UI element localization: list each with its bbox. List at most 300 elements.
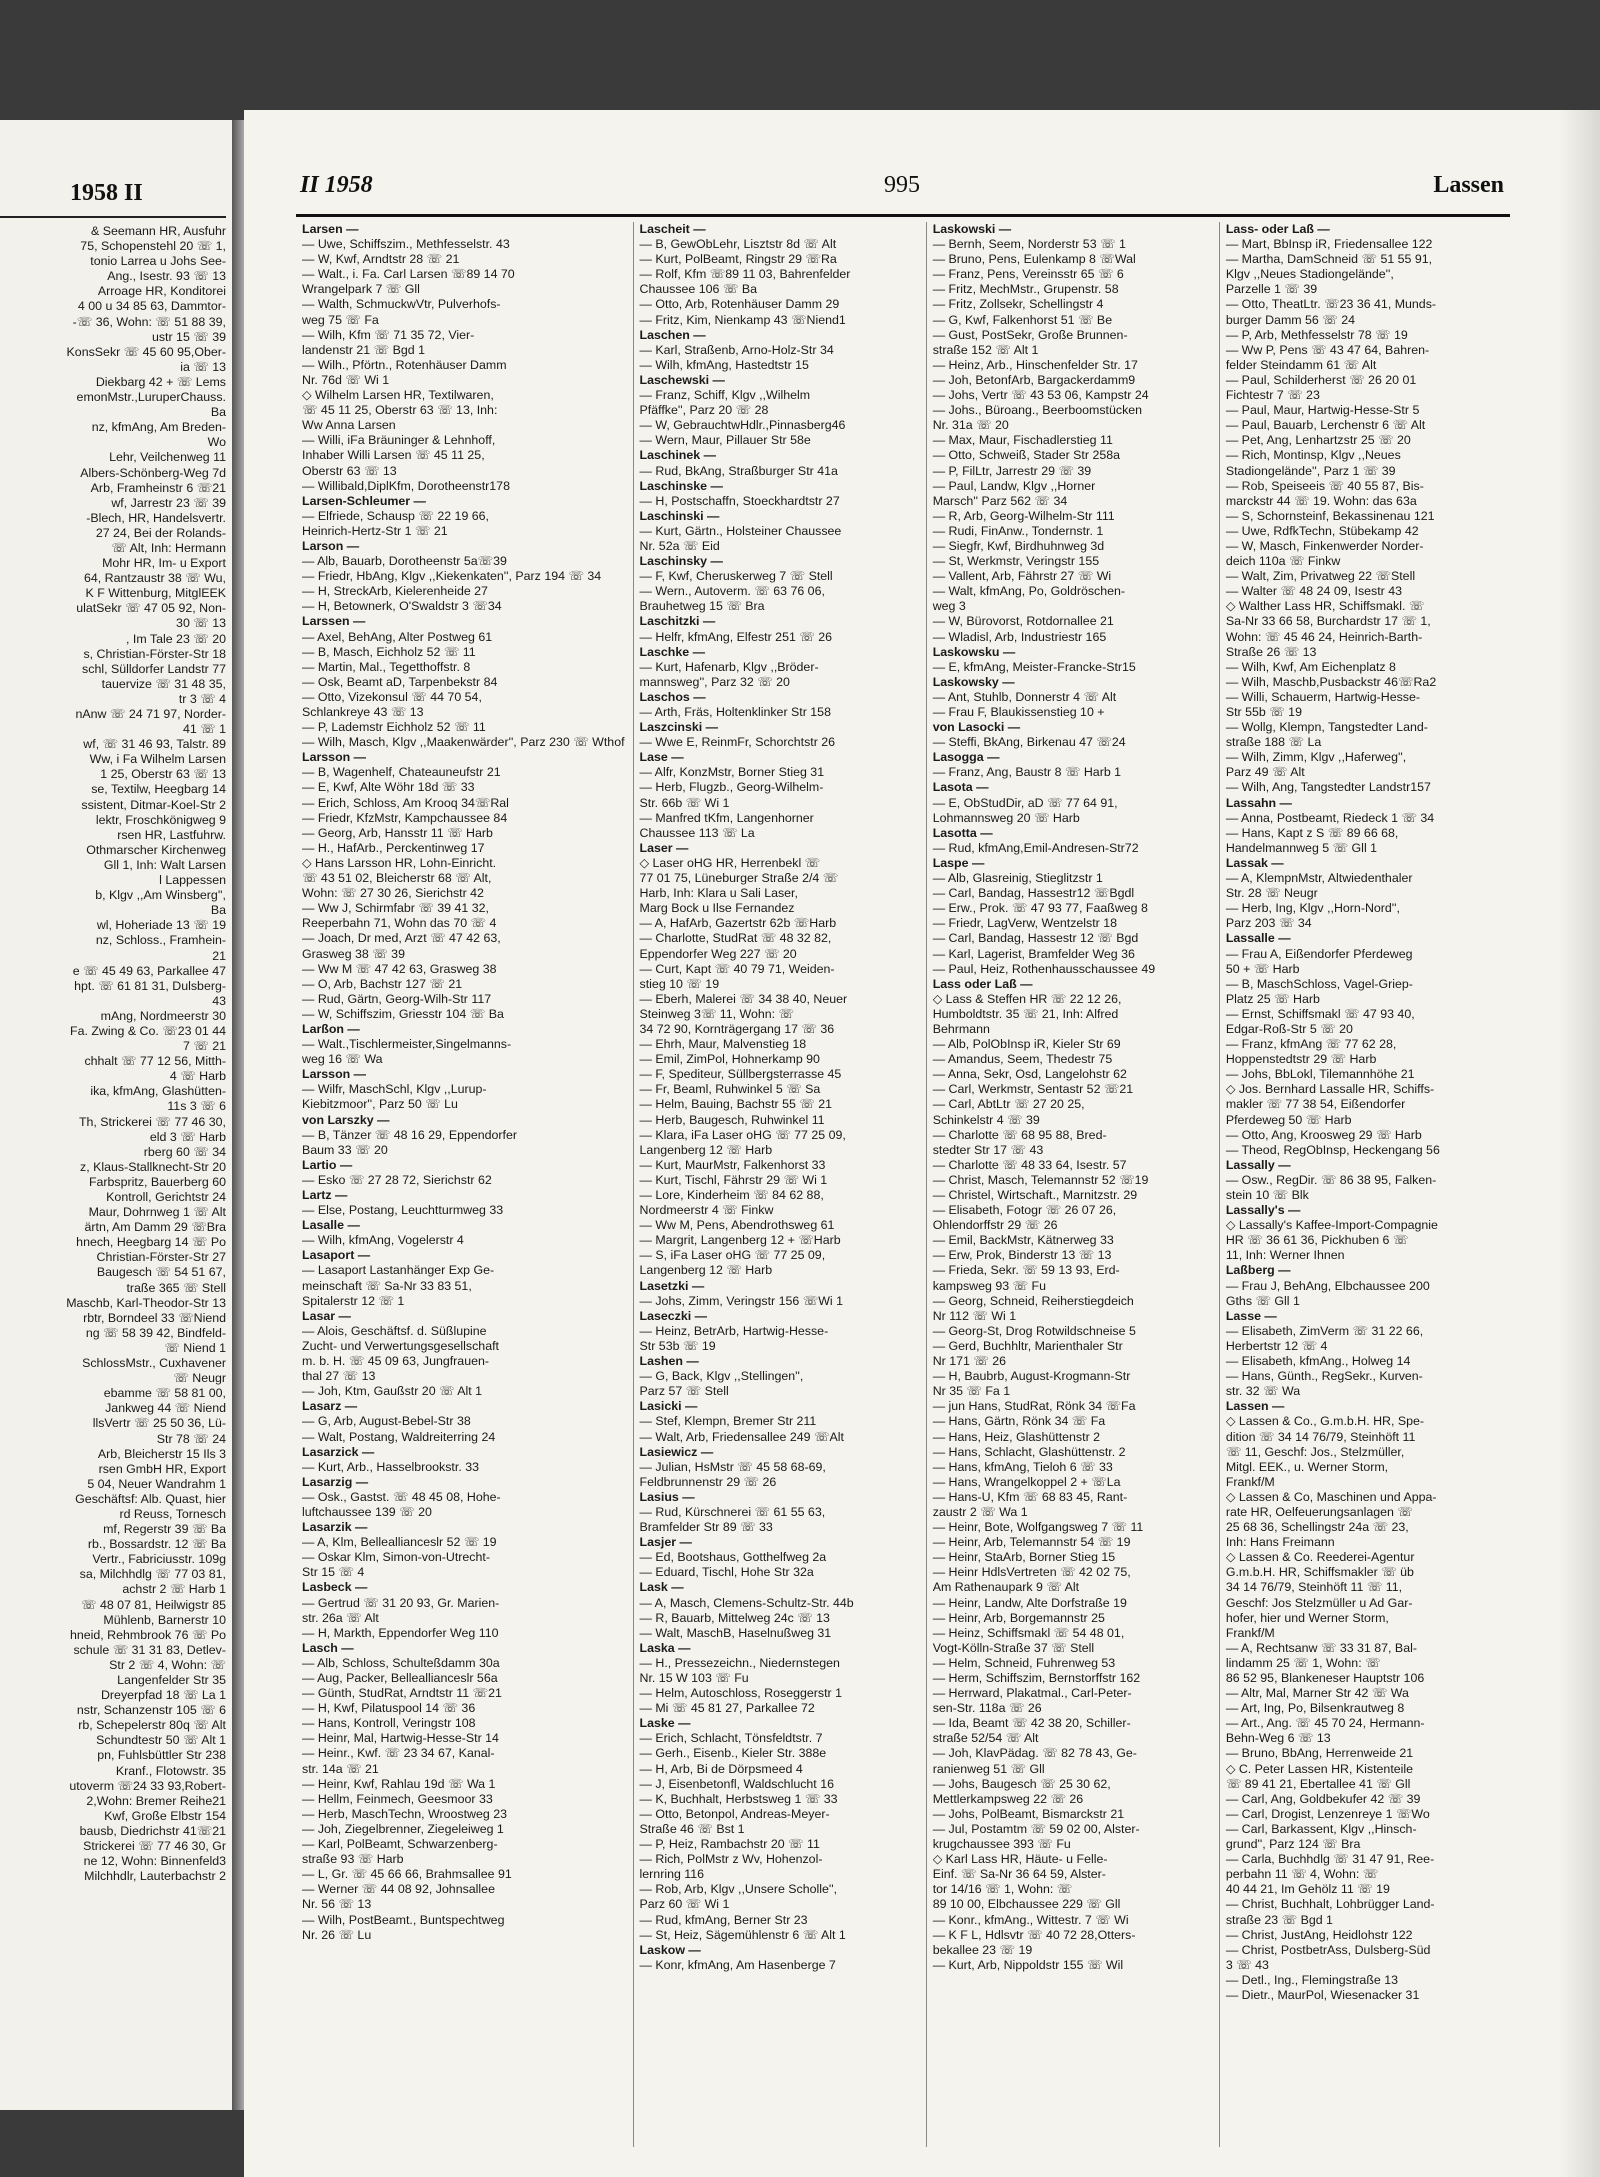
previous-page-entry-line: 30 ☏ 13 <box>176 616 226 631</box>
book-gutter <box>232 120 244 2110</box>
directory-entry-line: — R, Arb, Georg-Wilhelm-Str 111 <box>932 508 1115 523</box>
directory-entry-line: — Alois, Geschäftsf. d. Süßlupine <box>302 1323 487 1338</box>
previous-page-entry-line: 4 00 u 34 85 63, Dammtor- <box>77 299 226 314</box>
directory-entry-line: Larsen — <box>302 222 359 236</box>
previous-page-entry-line: Mohr HR, Im- u Export <box>102 556 226 571</box>
previous-page-entry-line: Arroage HR, Konditorei <box>97 284 226 299</box>
directory-entry-line: weg 16 ☏ Wa <box>302 1052 383 1067</box>
directory-entry-line: Nr. 31a ☏ 20 <box>932 418 1009 433</box>
directory-entry-line: — Friedr, KfzMstr, Kampchaussee 84 <box>302 810 508 825</box>
previous-page-entry-line: ebamme ☏ 58 81 00, <box>103 1386 226 1401</box>
previous-page-entry-line: 11s 3 ☏ 6 <box>167 1099 226 1114</box>
directory-entry-line: — Curt, Kapt ☏ 40 79 71, Weiden- <box>639 961 835 976</box>
directory-entry-line: — Hans, kfmAng, Tieloh 6 ☏ 33 <box>932 1459 1113 1474</box>
previous-page-entry-line: Langenfelder Str 35 <box>117 1673 226 1687</box>
directory-entry-line: — W, GebrauchtwHdlr.,Pinnasberg46 <box>639 418 846 433</box>
directory-entry-line: Str. 66b ☏ Wi 1 <box>639 795 730 810</box>
directory-entry-line: — A, KlempnMstr, Altwiedenthaler <box>1225 871 1413 886</box>
directory-entry-line: — Kurt, Hafenarb, Klgv ,,Bröder- <box>639 659 819 674</box>
directory-entry-line: — Heinr, Bote, Wolfgangsweg 7 ☏ 11 <box>932 1520 1144 1535</box>
directory-entry-line: — Anna, Postbeamt, Riedeck 1 ☏ 34 <box>1225 810 1435 825</box>
directory-entry-line: Laschinsky — <box>639 554 723 569</box>
directory-entry-line: Str 55b ☏ 19 <box>1225 705 1302 719</box>
directory-entry-line: kampsweg 93 ☏ Fu <box>932 1278 1046 1293</box>
directory-entry-line: — Art, Ing, Po, Bilsenkrautweg 8 <box>1225 1701 1405 1716</box>
previous-page-entry-line: Othmarscher Kirchenweg <box>86 842 226 857</box>
previous-page-entry-line: rb., Bossardstr. 12 ☏ Ba <box>87 1537 226 1552</box>
directory-entry-line: — Rob, Arb, Klgv ,,Unsere Scholle'', <box>639 1882 838 1897</box>
previous-page-entry-line: l Lappessen <box>159 873 226 888</box>
directory-entry-line: Laschen — <box>639 327 706 342</box>
directory-entry-line: — Johs, PolBeamt, Bismarckstr 21 <box>932 1806 1125 1821</box>
directory-entry-line: Lasicki — <box>639 1399 698 1414</box>
directory-entry-line: straße 152 ☏ Alt 1 <box>932 342 1039 357</box>
directory-entry-line: — Paul, Schilderherst ☏ 26 20 01 <box>1225 372 1417 387</box>
directory-entry-line: — Alb, Bauarb, Dorotheenstr 5a☏39 <box>302 554 507 569</box>
directory-entry-line: Lase — <box>639 750 684 765</box>
directory-entry-line: — Heinr, Arb, Borgemannstr 25 <box>932 1610 1105 1625</box>
previous-page-entry-line: chhalt ☏ 77 12 56, Mitth- <box>84 1054 226 1069</box>
directory-entry-line: — Franz, kfmAng ☏ 77 62 28, <box>1225 1037 1397 1052</box>
directory-entry-line: Feldbrunnenstr 29 ☏ 26 <box>639 1474 777 1489</box>
directory-entry-line: thal 27 ☏ 13 <box>302 1369 376 1384</box>
directory-entry-line: — Eberh, Malerei ☏ 34 38 40, Neuer <box>639 991 848 1006</box>
directory-entry-line: — E, Kwf, Alte Wöhr 18d ☏ 33 <box>302 780 475 795</box>
directory-entry-line: — Franz, Pens, Vereinsstr 65 ☏ 6 <box>932 267 1124 282</box>
directory-entry-line: — Kurt, PolBeamt, Ringstr 29 ☏Ra <box>639 252 837 267</box>
directory-entry-line: — Pet, Ang, Lenhartzstr 25 ☏ 20 <box>1225 433 1411 448</box>
directory-entry-line: — P, Arb, Methfesselstr 78 ☏ 19 <box>1225 327 1408 342</box>
directory-entry-line: — Karl, Lagerist, Bramfelder Weg 36 <box>932 946 1135 961</box>
directory-entry-line: — Walt, Zim, Privatweg 22 ☏Stell <box>1225 569 1416 584</box>
previous-page-entry-line: Maur, Dohrnweg 1 ☏ Alt <box>88 1205 226 1220</box>
directory-entry-line: — Martin, Mal., Tegetthoffstr. 8 <box>302 659 471 674</box>
directory-entry-line: Lasarzig — <box>302 1474 369 1489</box>
previous-page-entry-line: rberg 60 ☏ 34 <box>143 1144 226 1159</box>
directory-entry-line: Lassak — <box>1225 855 1284 870</box>
directory-entry-line: Lasota — <box>932 780 989 795</box>
directory-entry-line: — Walt, Postang, Waldreiterring 24 <box>302 1429 496 1444</box>
directory-entry-line: — Hans, Schlacht, Glashüttenstr. 2 <box>932 1444 1126 1459</box>
previous-page-entry-line: Ba <box>210 405 226 420</box>
directory-entry-line: — Frau J, BehAng, Elbchaussee 200 <box>1225 1278 1430 1293</box>
directory-entry-line: — Osw., RegDir. ☏ 86 38 95, Falken- <box>1225 1172 1437 1187</box>
directory-entry-line: G.m.b.H. HR, Schiffsmakler ☏ üb <box>1225 1565 1414 1580</box>
directory-entry-line: — Otto, Arb, Rotenhäuser Damm 29 <box>639 297 840 312</box>
directory-entry-line: — B, Wagenhelf, Chateauneufstr 21 <box>302 765 501 780</box>
directory-entry-line: — Kurt, Arb, Nippoldstr 155 ☏ Wil <box>932 1957 1124 1972</box>
directory-entry-line: — Rich, Montinsp, Klgv ,,Neues <box>1225 448 1401 463</box>
directory-entry-line: — Johs, Baugesch ☏ 25 30 62, <box>932 1776 1111 1791</box>
directory-entry-line: — Kurt, Gärtn., Holsteiner Chaussee <box>639 523 842 538</box>
directory-columns <box>296 222 1504 2147</box>
directory-entry-line: Lasarzick — <box>302 1444 375 1459</box>
directory-entry-line: — Christel, Wirtschaft., Marnitzstr. 29 <box>932 1188 1138 1202</box>
directory-entry-line: — Alb, PolObInsp iR, Kieler Str 69 <box>932 1037 1121 1052</box>
directory-entry-line: ranienweg 51 ☏ Gll <box>932 1761 1045 1776</box>
directory-entry-line: — S, Schornsteinf, Bekassinenau 121 <box>1225 508 1435 523</box>
directory-entry-line: — Elisabeth, Fotogr ☏ 26 07 26, <box>932 1203 1117 1218</box>
directory-entry-line: 40 44 21, Im Gehölz 11 ☏ 19 <box>1225 1882 1390 1897</box>
directory-entry-line: — Charlotte ☏ 48 33 64, Isestr. 57 <box>932 1157 1127 1172</box>
directory-entry-line: — Konr., kfmAng., Wittestr. 7 ☏ Wi <box>932 1912 1129 1927</box>
directory-entry-line: — Rudi, FinAnw., Tondernstr. 1 <box>932 523 1104 538</box>
directory-entry-line: — Bruno, BbAng, Herrenweide 21 <box>1225 1746 1414 1761</box>
directory-column-4 <box>1219 222 1504 2147</box>
directory-entry-line: Mitgl. EEK., u. Werner Storm, <box>1225 1459 1389 1474</box>
directory-entry-line: — Wollg, Klempn, Tangstedter Land- <box>1225 720 1428 735</box>
directory-entry-line: deich 110a ☏ Finkw <box>1225 554 1341 569</box>
directory-entry-line: — Helm, Schneid, Fuhrenweg 53 <box>932 1655 1116 1670</box>
directory-entry-line: Am Rathenaupark 9 ☏ Alt <box>932 1580 1080 1595</box>
previous-page-entry-line: Schundtestr 50 ☏ Alt 1 <box>96 1733 226 1748</box>
directory-entry-line: — H, Markth, Eppendorfer Weg 110 <box>302 1625 499 1640</box>
directory-entry-line: Mettlerkampsweg 22 ☏ 26 <box>932 1791 1084 1806</box>
directory-entry-line: — Helm, Bauing, Bachstr 55 ☏ 21 <box>639 1097 833 1112</box>
directory-entry-line: Parz 57 ☏ Stell <box>639 1384 729 1399</box>
directory-entry-line: — Wilh, Maschb,Pusbackstr 46☏Ra2 <box>1225 674 1437 689</box>
directory-entry-line: — Elisabeth, ZimVerm ☏ 31 22 66, <box>1225 1323 1424 1338</box>
directory-entry-line: — W, Schiffszim, Griesstr 104 ☏ Ba <box>302 1006 504 1021</box>
previous-page-entry-line: SchlossMstr., Cuxhavener <box>82 1356 226 1371</box>
directory-entry-line: — K, Buchhalt, Herbstsweg 1 ☏ 33 <box>639 1791 838 1806</box>
directory-entry-line: Lasiewicz — <box>639 1444 714 1459</box>
directory-entry-line: — H, Baubrb, August-Krogmann-Str <box>932 1369 1131 1384</box>
directory-entry-line: — Elisabeth, kfmAng., Holweg 14 <box>1225 1354 1411 1369</box>
directory-entry-line: Str 53b ☏ 19 <box>639 1338 716 1353</box>
directory-entry-line: — Johs, BbLokl, Tilemannhöhe 21 <box>1225 1067 1415 1082</box>
directory-entry-line: — Wilh, Ang, Tangstedter Landstr157 <box>1225 780 1431 795</box>
directory-entry-line: Laschinski — <box>639 508 720 523</box>
directory-entry-line: — Wilh, kfmAng, Vogelerstr 4 <box>302 1233 464 1248</box>
directory-entry-line: — Paul, Heiz, Rothenhausschaussee 49 <box>932 961 1156 976</box>
directory-entry-line: Einf. ☏ Sa-Nr 36 64 59, Alster- <box>932 1867 1106 1882</box>
directory-entry-line: — Herb, Ing, Klgv ,,Horn-Nord'', <box>1225 901 1400 916</box>
previous-page-entry-line: Christian-Förster-Str 27 <box>96 1250 226 1265</box>
directory-entry-line: — Altr, Mal, Marner Str 42 ☏ Wa <box>1225 1686 1409 1701</box>
directory-entry-line: — Joh, Ktm, Gaußstr 20 ☏ Alt 1 <box>302 1384 483 1399</box>
previous-page-entry-line: Ba <box>210 903 226 918</box>
directory-entry-line: — Helfr, kfmAng, Elfestr 251 ☏ 26 <box>639 629 833 644</box>
directory-entry-line: — Rud, BkAng, Straßburger Str 41a <box>639 463 838 478</box>
directory-entry-line: felder Steindamm 61 ☏ Alt <box>1225 357 1377 372</box>
directory-entry-line: — B, GewObLehr, Lisztstr 8d ☏ Alt <box>639 237 837 252</box>
directory-entry-line: — P, FilLtr, Jarrestr 29 ☏ 39 <box>932 463 1092 478</box>
previous-page-entry-line: Ww, i Fa Wilhelm Larsen <box>89 752 226 767</box>
previous-page-entry-line: ☏ 48 07 81, Heilwigstr 85 <box>81 1597 226 1612</box>
directory-entry-line: — Frau A, Eißendorfer Pferdeweg <box>1225 946 1413 961</box>
directory-entry-line: Laser — <box>639 840 689 855</box>
directory-entry-line: — Emil, BackMstr, Kätnerweg 33 <box>932 1233 1114 1248</box>
directory-entry-line: — Ww M ☏ 47 42 63, Grasweg 38 <box>302 961 497 976</box>
directory-entry-line: — Emil, ZimPol, Hohnerkamp 90 <box>639 1052 820 1067</box>
directory-entry-line: — Kurt, Arb., Hasselbrookstr. 33 <box>302 1459 479 1474</box>
directory-entry-line: Lass oder Laß — <box>932 976 1033 991</box>
directory-entry-line: — Carl, Werkmstr, Sentastr 52 ☏21 <box>932 1082 1134 1097</box>
directory-entry-line: — Wwe E, ReinmFr, Schorchtstr 26 <box>639 735 836 750</box>
directory-entry-line: — Werner ☏ 44 08 92, Johnsallee <box>302 1882 495 1897</box>
directory-entry-line: — Ww J, Schirmfabr ☏ 39 41 32, <box>302 901 489 916</box>
previous-page-entry-line: pn, Fuhlsbüttler Str 238 <box>97 1748 226 1763</box>
directory-entry-line: Straße 26 ☏ 13 <box>1225 644 1317 659</box>
directory-entry-line: — H, StreckArb, Kielerenheide 27 <box>302 584 488 599</box>
previous-page-entry-line: Jankweg 44 ☏ Niend <box>105 1401 226 1416</box>
directory-entry-line: — Walt., i. Fa. Carl Larsen ☏89 14 70 <box>302 267 515 282</box>
directory-entry-line: — St, Werkmstr, Veringstr 155 <box>932 554 1100 569</box>
directory-entry-line: Nr 171 ☏ 26 <box>932 1354 1007 1369</box>
directory-entry-line: — Rud, kfmAng,Emil-Andresen-Str72 <box>932 840 1139 855</box>
directory-entry-line: HR ☏ 36 61 36, Pickhuben 6 ☏ <box>1225 1233 1409 1248</box>
directory-entry-line: ◇ C. Peter Lassen HR, Kistenteile <box>1225 1761 1414 1776</box>
directory-entry-line: Lartio — <box>302 1157 353 1172</box>
directory-entry-line: — Ww M, Pens, Abendrothsweg 61 <box>639 1218 835 1233</box>
directory-entry-line: — Heinz, Arb., Hinschenfelder Str. 17 <box>932 357 1138 372</box>
directory-entry-line: ◇ Lassally's Kaffee-Import-Compagnie <box>1225 1218 1438 1233</box>
directory-entry-line: — Herm, Schiffszim, Bernstorffstr 162 <box>932 1671 1141 1685</box>
directory-entry-line: — F, Spediteur, Süllbergsterrasse 45 <box>639 1067 842 1082</box>
directory-entry-line: — Otto, Vizekonsul ☏ 44 70 54, <box>302 689 482 704</box>
directory-entry-line: Nr. 52a ☏ Eid <box>639 538 720 553</box>
previous-page-rule <box>0 216 226 218</box>
directory-entry-line: — Anna, Sekr, Osd, Langelohstr 62 <box>932 1067 1127 1082</box>
page-running-head: Lassen <box>1433 172 1504 198</box>
directory-entry-line: — Joh, KlavPädag. ☏ 82 78 43, Ge- <box>932 1746 1137 1761</box>
previous-page-entry-line: Wo <box>207 435 226 450</box>
directory-entry-line: m. b. H. ☏ 45 09 63, Jungfrauen- <box>302 1354 489 1369</box>
directory-entry-line: — A, Klm, Belleallianceslr 52 ☏ 19 <box>302 1535 497 1550</box>
directory-entry-line: von Larszky — <box>302 1112 390 1127</box>
directory-entry-line: Klgv ,,Neues Stadiongelände'', <box>1225 267 1394 282</box>
directory-entry-line: Larsson — <box>302 750 367 765</box>
directory-entry-line: — Aug, Packer, Belleallianceslr 56a <box>302 1671 498 1685</box>
directory-entry-line: Inh: Hans Freimann <box>1225 1535 1335 1550</box>
directory-entry-line: — Gerd, Buchhltr, Marienthaler Str <box>932 1338 1123 1353</box>
directory-entry-line: weg 3 <box>932 599 966 614</box>
directory-entry-line: — Ehrh, Maur, Malvenstieg 18 <box>639 1037 807 1052</box>
directory-entry-line: — Johs, Zimm, Veringstr 156 ☏Wi 1 <box>639 1293 844 1308</box>
directory-entry-line: tor 14/16 ☏ 1, Wohn: ☏ <box>932 1882 1073 1897</box>
previous-page-entry-line: eld 3 ☏ Harb <box>149 1129 226 1144</box>
directory-entry-line: — Carl, AbtLtr ☏ 27 20 25, <box>932 1097 1085 1112</box>
directory-entry-line: — Axel, BehAng, Alter Postweg 61 <box>302 629 493 644</box>
directory-entry-line: — Theod, RegObInsp, Heckengang 56 <box>1225 1142 1440 1157</box>
directory-entry-line: — Walt.,Tischlermeister,Singelmanns- <box>302 1037 512 1052</box>
directory-entry-line: — W, Bürovorst, Rotdornallee 21 <box>932 614 1114 629</box>
directory-entry-line: — Frieda, Sekr. ☏ 59 13 93, Erd- <box>932 1263 1120 1278</box>
previous-page-entry-line: ssistent, Ditmar-Koel-Str 2 <box>81 797 226 812</box>
directory-entry-line: Lasetzki — <box>639 1278 705 1293</box>
directory-entry-line: — Herb, Flugzb., Georg-Wilhelm- <box>639 780 824 795</box>
directory-entry-line: Geschf: Jos Stelzmüller u Ad Gar- <box>1225 1595 1413 1610</box>
directory-entry-line: Pferdeweg 50 ☏ Harb <box>1225 1112 1352 1127</box>
directory-entry-line: stedter Str 17 ☏ 43 <box>932 1142 1044 1157</box>
previous-page-entry-line: wl, Hoheriade 13 ☏ 19 <box>96 918 226 933</box>
previous-page-entry-line: Baugesch ☏ 54 51 67, <box>96 1265 226 1280</box>
directory-entry-line: 50 + ☏ Harb <box>1225 961 1300 976</box>
directory-entry-line: — Carla, Buchhdlg ☏ 31 47 91, Ree- <box>1225 1852 1435 1867</box>
directory-entry-line: Laspe — <box>932 855 985 870</box>
directory-entry-line: — R, Bauarb, Mittelweg 24c ☏ 13 <box>639 1610 830 1625</box>
directory-entry-line: Platz 25 ☏ Harb <box>1225 991 1320 1006</box>
previous-page-entry-line: ia ☏ 13 <box>180 359 226 374</box>
directory-entry-line: — Esko ☏ 27 28 72, Sierichstr 62 <box>302 1172 492 1187</box>
directory-entry-line: Laskowsku — <box>932 644 1016 659</box>
directory-entry-line: rate HR, Oelfeuerungsanlagen ☏ <box>1225 1504 1413 1519</box>
directory-entry-line: Stadiongelände'', Parz 1 ☏ 39 <box>1225 463 1396 478</box>
directory-entry-line: — Christ, Buchhalt, Lohbrügger Land- <box>1225 1897 1435 1912</box>
directory-entry-line: — Erw, Prok, Binderstr 13 ☏ 13 <box>932 1248 1112 1263</box>
directory-entry-line: — Walter ☏ 48 24 09, Isestr 43 <box>1225 584 1403 599</box>
previous-page-entry-line: traße 365 ☏ Stell <box>126 1280 226 1295</box>
previous-page-entry-line: Gll 1, Inh: Walt Larsen <box>103 857 226 872</box>
previous-page-entry-line: Geschäftsf: Alb. Quast, hier <box>75 1491 226 1506</box>
directory-entry-line: — G, Arb, August-Bebel-Str 38 <box>302 1414 471 1429</box>
directory-entry-line: Larson — <box>302 538 360 553</box>
directory-entry-line: lindamm 25 ☏ 1, Wohn: ☏ <box>1225 1655 1381 1670</box>
directory-entry-line: — A, HafArb, Gazertstr 62b ☏Harb <box>639 916 837 931</box>
previous-page-entry-line: 43 <box>212 993 226 1008</box>
directory-entry-line: ☏ 45 11 25, Oberstr 63 ☏ 13, Inh: <box>302 403 498 418</box>
directory-entry-line: Laskow — <box>639 1942 701 1957</box>
directory-entry-line: 34 14 76/79, Steinhöft 11 ☏ 11, <box>1225 1580 1403 1595</box>
directory-entry-line: — Hellm, Feinmech, Geesmoor 33 <box>302 1791 493 1806</box>
previous-page-entry-line: rd Reuss, Tornesch <box>119 1506 226 1521</box>
directory-entry-line: — Willi, Schauerm, Hartwig-Hesse- <box>1225 689 1420 704</box>
directory-entry-line: — Ida, Beamt ☏ 42 38 20, Schiller- <box>932 1716 1131 1731</box>
directory-entry-line: — G, Back, Klgv ,,Stellingen'', <box>639 1369 804 1384</box>
directory-entry-line: straße 52/54 ☏ Alt <box>932 1731 1039 1746</box>
directory-entry-line: — F, Kwf, Cheruskerweg 7 ☏ Stell <box>639 569 833 584</box>
previous-page-entry-line: z, Klaus-Stallknecht-Str 20 <box>80 1159 226 1174</box>
directory-entry-line: — Stef, Klempn, Bremer Str 211 <box>639 1414 817 1429</box>
directory-entry-line: Kiebitzmoor'', Parz 50 ☏ Lu <box>302 1097 458 1112</box>
directory-entry-line: Lassen — <box>1225 1399 1285 1414</box>
previous-page-entry-line: ärtn, Am Damm 29 ☏Bra <box>84 1220 226 1235</box>
directory-entry-line: — Osk, Beamt aD, Tarpenbekstr 84 <box>302 674 498 689</box>
directory-entry-line: Laszcinski — <box>639 720 719 735</box>
directory-entry-line: Lasarzik — <box>302 1520 368 1535</box>
previous-page-entry-line: & Seemann HR, Ausfuhr <box>91 224 226 238</box>
directory-entry-line: — Rolf, Kfm ☏89 11 03, Bahrenfelder <box>639 267 851 282</box>
directory-entry-line: — Otto, TheatLtr. ☏23 36 41, Munds- <box>1225 297 1437 312</box>
previous-page-entry-line: emonMstr.,LuruperChauss. <box>76 390 226 405</box>
directory-entry-line: Behn-Weg 6 ☏ 13 <box>1225 1731 1331 1746</box>
directory-entry-line: — Christ, Masch, Telemannstr 52 ☏19 <box>932 1172 1149 1187</box>
directory-entry-line: Nr 112 ☏ Wi 1 <box>932 1308 1017 1323</box>
previous-page-entry-line: Strickerei ☏ 77 46 30, Gr <box>83 1839 226 1854</box>
directory-entry-line: Fichtestr 7 ☏ 23 <box>1225 388 1320 403</box>
directory-entry-line: — Lasaport Lastanhänger Exp Ge- <box>302 1263 495 1278</box>
previous-page-entry-line: schule ☏ 31 31 83, Detlev- <box>73 1642 226 1657</box>
directory-entry-line: — Otto, Schweiß, Stader Str 258a <box>932 448 1121 463</box>
directory-entry-line: Laschinek — <box>639 448 716 463</box>
directory-entry-line: — Willibald,DiplKfm, Dorotheenstr178 <box>302 478 510 493</box>
directory-column-1 <box>296 222 625 2147</box>
directory-entry-line: — Heinr HdlsVertreten ☏ 42 02 75, <box>932 1565 1131 1580</box>
directory-entry-line: Parzelle 1 ☏ 39 <box>1225 282 1318 297</box>
directory-entry-line: Behrmann <box>932 1021 990 1036</box>
directory-entry-line: marckstr 44 ☏ 19. Wohn: das 63a <box>1225 493 1417 508</box>
previous-page-entry-line: mAng, Nordmeerstr 30 <box>100 1008 226 1023</box>
directory-entry-line: Laschinske — <box>639 478 723 493</box>
directory-entry-line: — Wilh, kfmAng, Hastedtstr 15 <box>639 357 809 372</box>
directory-entry-line: weg 75 ☏ Fa <box>302 312 379 327</box>
directory-entry-line: — Johs, Vertr ☏ 43 53 06, Kampstr 24 <box>932 388 1149 403</box>
directory-entry-line: — Wilfr, MaschSchl, Klgv ,,Lurup- <box>302 1082 487 1097</box>
directory-entry-line: — H., Pressezeichn., Niedernstegen <box>639 1655 840 1670</box>
directory-entry-line: — Wilh, Zimm, Klgv ,,Haferweg'', <box>1225 750 1407 765</box>
directory-entry-line: Langenberg 12 ☏ Harb <box>639 1142 773 1157</box>
previous-page-entries <box>0 224 226 1884</box>
directory-entry-line: — P, Lademstr Eichholz 52 ☏ 11 <box>302 720 486 735</box>
directory-entry-line: — Friedr, HbAng, Klgv ,,Kiekenkaten'', Parz 194 ☏ 34 <box>302 569 602 584</box>
directory-entry-line: Lasch — <box>302 1640 354 1655</box>
directory-entry-line: Lasbeck — <box>302 1580 368 1595</box>
directory-entry-line: — Klara, iFa Laser oHG ☏ 77 25 09, <box>639 1127 846 1142</box>
directory-entry-line: 86 52 95, Blankeneser Hauptstr 106 <box>1225 1671 1425 1685</box>
directory-entry-line: — P, Heiz, Rambachstr 20 ☏ 11 <box>639 1837 820 1852</box>
previous-page-entry-line: nAnw ☏ 24 71 97, Norder- <box>75 707 226 721</box>
directory-entry-line: — J, Eisenbetonfl, Waldschlucht 16 <box>639 1776 834 1791</box>
directory-entry-line: — Heinr, Kwf, Rahlau 19d ☏ Wa 1 <box>302 1776 496 1791</box>
directory-entry-line: — Carl, Ang, Goldbekufer 42 ☏ 39 <box>1225 1791 1421 1806</box>
directory-entry-line: — Walt, MaschB, Haselnußweg 31 <box>639 1625 832 1640</box>
directory-entry-line: Str 15 ☏ 4 <box>302 1565 365 1580</box>
directory-entry-line: — Günth, StudRat, Arndtstr 11 ☏21 <box>302 1686 502 1701</box>
directory-entry-line: Wohn: ☏ 45 46 24, Heinrich-Barth- <box>1225 629 1423 644</box>
directory-entry-line: — Eduard, Tischl, Hohe Str 32a <box>639 1565 814 1580</box>
directory-entry-line: Parz 49 ☏ Alt <box>1225 765 1305 780</box>
previous-page-entry-line: Milchhdlr, Lauterbachstr 2 <box>84 1869 226 1884</box>
previous-page-entry-line: s, Christian-Förster-Str 18 <box>83 646 226 661</box>
directory-entry-line: — Erich, Schlacht, Tönsfeldtstr. 7 <box>639 1731 823 1746</box>
previous-page-entry-line: e ☏ 45 49 63, Parkallee 47 <box>72 963 226 978</box>
directory-entry-line: — Wilh, Masch, Klgv ,,Maakenwärder'', Parz 230 ☏ Wthof <box>302 735 625 750</box>
directory-entry-line: — Herrward, Plakatmal., Carl-Peter- <box>932 1686 1132 1701</box>
directory-entry-line: Bramfelder Str 89 ☏ 33 <box>639 1520 773 1535</box>
previous-page-entry-line: ika, kfmAng, Glashütten- <box>90 1084 226 1099</box>
directory-entry-line: Sa-Nr 33 66 58, Burchardstr 17 ☏ 1, <box>1225 614 1431 629</box>
directory-entry-line: Lascheit — <box>639 222 706 236</box>
directory-entry-line: Nr. 76d ☏ Wi 1 <box>302 372 390 387</box>
directory-entry-line: — Gerh., Eisenb., Kieler Str. 388e <box>639 1746 827 1761</box>
previous-page-entry-line: Vertr., Fabriciusstr. 109g <box>92 1552 226 1567</box>
directory-entry-line: — Rud, kfmAng, Berner Str 23 <box>639 1912 808 1927</box>
directory-entry-line: Larssen — <box>302 614 366 629</box>
directory-entry-line: — Gertrud ☏ 31 20 93, Gr. Marien- <box>302 1595 500 1610</box>
previous-page-entry-line: 64, Rantzaustr 38 ☏ Wu, <box>84 571 226 586</box>
directory-entry-line: — Walt, kfmAng, Po, Goldröschen- <box>932 584 1126 599</box>
directory-entry-line: hofer, hier und Werner Storm, <box>1225 1610 1389 1625</box>
directory-entry-line: ◇ Walther Lass HR, Schiffsmakl. ☏ <box>1225 599 1425 614</box>
directory-entry-line: ◇ Lass & Steffen HR ☏ 22 12 26, <box>932 991 1122 1006</box>
directory-entry-line: — Herb, Baugesch, Ruhwinkel 11 <box>639 1112 825 1127</box>
directory-entry-line: Eppendorfer Weg 227 ☏ 20 <box>639 946 797 961</box>
previous-page-entry-line: KonsSekr ☏ 45 60 95,Ober- <box>66 344 226 359</box>
previous-page-entry-line: rbtr, Borndeel 33 ☏Niend <box>83 1310 226 1325</box>
directory-entry-line: 34 72 90, Kornträgergang 17 ☏ 36 <box>639 1021 835 1036</box>
previous-page-entry-line: Ang., Isestr. 93 ☏ 13 <box>107 269 226 284</box>
previous-page-entry-line: 75, Schopenstehl 20 ☏ 1, <box>80 239 226 254</box>
directory-entry-line: Chaussee 113 ☏ La <box>639 825 755 840</box>
directory-entry-line: Vogt-Kölln-Straße 37 ☏ Stell <box>932 1640 1095 1655</box>
directory-entry-line: — Heinr, Mal, Hartwig-Hesse-Str 14 <box>302 1731 499 1746</box>
directory-entry-line: Laschitzki — <box>639 614 716 629</box>
directory-entry-line: — Charlotte, StudRat ☏ 48 32 82, <box>639 931 832 946</box>
directory-entry-line: — S, iFa Laser oHG ☏ 77 25 09, <box>639 1248 826 1263</box>
directory-entry-line: Nr 35 ☏ Fa 1 <box>932 1384 1011 1399</box>
previous-page-entry-line: nz, kfmAng, Am Breden- <box>91 420 226 435</box>
